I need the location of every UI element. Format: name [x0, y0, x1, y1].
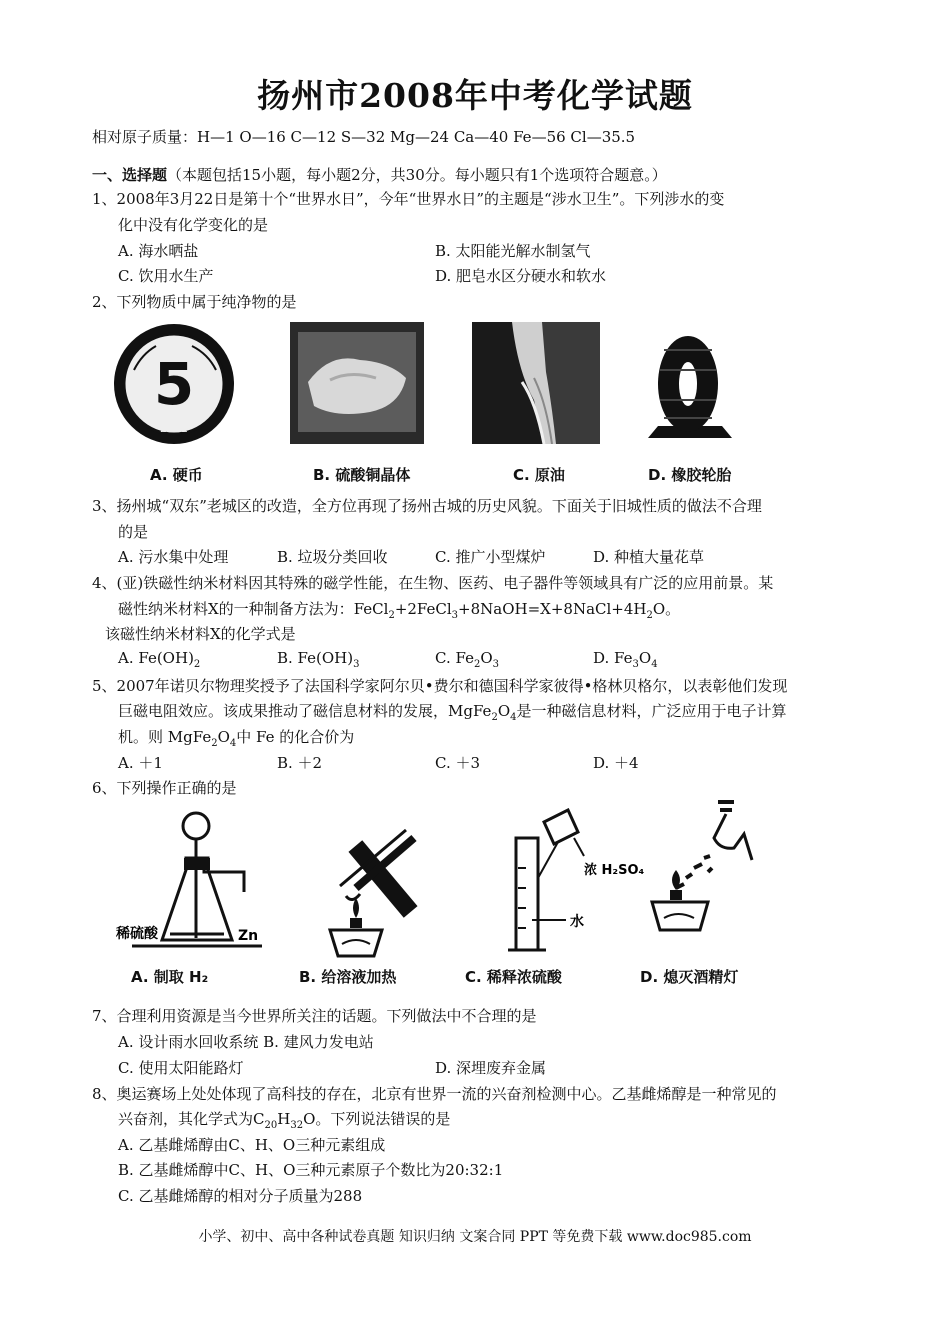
- q1-option-d: D. 肥皂水区分硬水和软水: [435, 267, 607, 285]
- crude-oil-image: [472, 322, 600, 444]
- coin-image: [112, 322, 236, 446]
- q4-equation: $FeCl_2+2FeCl_3+8NaOH=X+8NaCl+4H_2O$。: [353, 600, 681, 621]
- q4-option-a: A. $Fe(OH)_2$: [118, 649, 201, 670]
- q1-option-c: C. 饮用水生产: [118, 267, 214, 285]
- q5-stem-line3: 机。则 $MgFe_2O_4$中 Fe 的化合价为: [118, 728, 355, 749]
- extinguish-lamp-diagram: [648, 798, 768, 948]
- heating-solution-diagram: [316, 818, 446, 964]
- coin-denomination: 5: [153, 350, 195, 418]
- section-heading: [92, 164, 667, 185]
- q5-stem-line1: 5、2007年诺贝尔物理奖授予了法国科学家阿尔贝•费尔和德国科学家彼得•格林贝格尔，以表彰他们发现: [92, 677, 788, 695]
- q4-stem-line3: 该磁性纳米材料X的化学式是: [105, 625, 296, 643]
- q5-option-d: D. ＋4: [593, 754, 639, 772]
- q7-option-c: C. 使用太阳能路灯: [118, 1059, 244, 1077]
- label-conc-acid: 浓 H₂SO₄: [584, 863, 645, 878]
- q4-stem-line2-text: 磁性纳米材料X的一种制备方法为：: [118, 600, 354, 618]
- copper-sulfate-image: [290, 322, 424, 444]
- q2-option-c: C. 原油: [513, 466, 565, 484]
- q3-stem-line2: 的是: [118, 523, 149, 541]
- q3-stem-line1: 3、扬州城“双东”老城区的改造，全方位再现了扬州古城的历史风貌。下面关于旧城性质的做法不合理: [92, 497, 762, 515]
- q6-option-a: A. 制取 H₂: [131, 968, 209, 986]
- q3-option-d: D. 种植大量花草: [593, 548, 705, 566]
- q3-option-a: A. 污水集中处理: [118, 548, 229, 566]
- q8-option-a: A. 乙基雌烯醇由C、H、O三种元素组成: [118, 1136, 386, 1154]
- q1-option-b: B. 太阳能光解水制氢气: [435, 242, 591, 260]
- q6-option-c: C. 稀释浓硫酸: [465, 968, 562, 986]
- q7-option-ab: A. 设计雨水回收系统 B. 建风力发电站: [118, 1033, 374, 1051]
- page-footer: 小学、初中、高中各种试卷真题 知识归纳 文案合同 PPT 等免费下载 www.doc985.com: [198, 1229, 752, 1245]
- q1-stem-line1: 1、2008年3月22日是第十个“世界水日”，今年“世界水日”的主题是“涉水卫生”。下列涉水的变: [92, 190, 725, 208]
- q8-stem-line2: 兴奋剂，其化学式为$C_{20}H_{32}O$。下列说法错误的是: [118, 1110, 451, 1131]
- label-water: 水: [570, 914, 584, 930]
- dilute-acid-diagram: [504, 808, 654, 958]
- q7-stem-line1: 7、合理利用资源是当今世界所关注的话题。下列做法中不合理的是: [92, 1007, 537, 1025]
- label-zinc: Zn: [238, 928, 259, 944]
- q5-stem-line2: 巨磁电阻效应。该成果推动了磁信息材料的发展，$MgFe_2O_4$是一种磁信息材料，广泛应用于电子计算: [118, 702, 787, 723]
- q8-option-b: B. 乙基雌烯醇中C、H、O三种元素原子个数比为20:32:1: [118, 1161, 504, 1179]
- q8-stem-line1: 8、奥运赛场上处处体现了高科技的存在，北京有世界一流的兴奋剂检测中心。乙基雌烯醇是一种常见的: [92, 1085, 777, 1103]
- q2-stem-line1: 2、下列物质中属于纯净物的是: [92, 293, 297, 311]
- q5-option-b: B. ＋2: [277, 754, 323, 772]
- q5-option-a: A. ＋1: [118, 754, 163, 772]
- q4-stem-line2: [118, 598, 680, 621]
- q8-option-c: C. 乙基雌烯醇的相对分子质量为288: [118, 1187, 363, 1205]
- q7-option-d: D. 深埋废弃金属: [435, 1059, 547, 1077]
- q6-option-d: D. 熄灭酒精灯: [640, 968, 739, 986]
- q4-option-b: B. $Fe(OH)_3$: [277, 649, 360, 670]
- q4-option-c: C. $Fe_2O_3$: [435, 649, 500, 670]
- page-title: 扬州市2008年中考化学试题: [257, 76, 693, 115]
- q3-option-b: B. 垃圾分类回收: [277, 548, 388, 566]
- q5-option-c: C. ＋3: [435, 754, 481, 772]
- q2-option-a: A. 硬币: [150, 466, 203, 484]
- q4-stem-line1: 4、(亚)铁磁性纳米材料因其特殊的磁学性能，在生物、医药、电子器件等领域具有广泛的应用前景。某: [92, 574, 774, 592]
- atomic-mass-line: 相对原子质量：H—1 O—16 C—12 S—32 Mg—24 Ca—40 Fe—56 Cl—35.5: [92, 128, 636, 146]
- coin-year: 2002: [160, 422, 188, 435]
- label-dilute-acid: 稀硫酸: [116, 926, 158, 942]
- q1-option-a: A. 海水晒盐: [118, 242, 199, 260]
- q2-option-d: D. 橡胶轮胎: [648, 466, 732, 484]
- section-title: 一、选择题: [92, 166, 168, 184]
- q1-stem-line2: 化中没有化学变化的是: [118, 216, 269, 234]
- section-note: （本题包括15小题，每小题2分，共30分。每小题只有1个选项符合题意。）: [167, 166, 667, 184]
- q3-option-c: C. 推广小型煤炉: [435, 548, 546, 566]
- q6-stem-line1: 6、下列操作正确的是: [92, 779, 237, 797]
- q6-option-b: B. 给溶液加热: [299, 968, 397, 986]
- q2-option-b: B. 硫酸铜晶体: [313, 466, 411, 484]
- hydrogen-apparatus-diagram: [112, 808, 272, 958]
- q4-option-d: D. $Fe_3O_4$: [593, 649, 658, 670]
- rubber-tire-image: [648, 330, 732, 440]
